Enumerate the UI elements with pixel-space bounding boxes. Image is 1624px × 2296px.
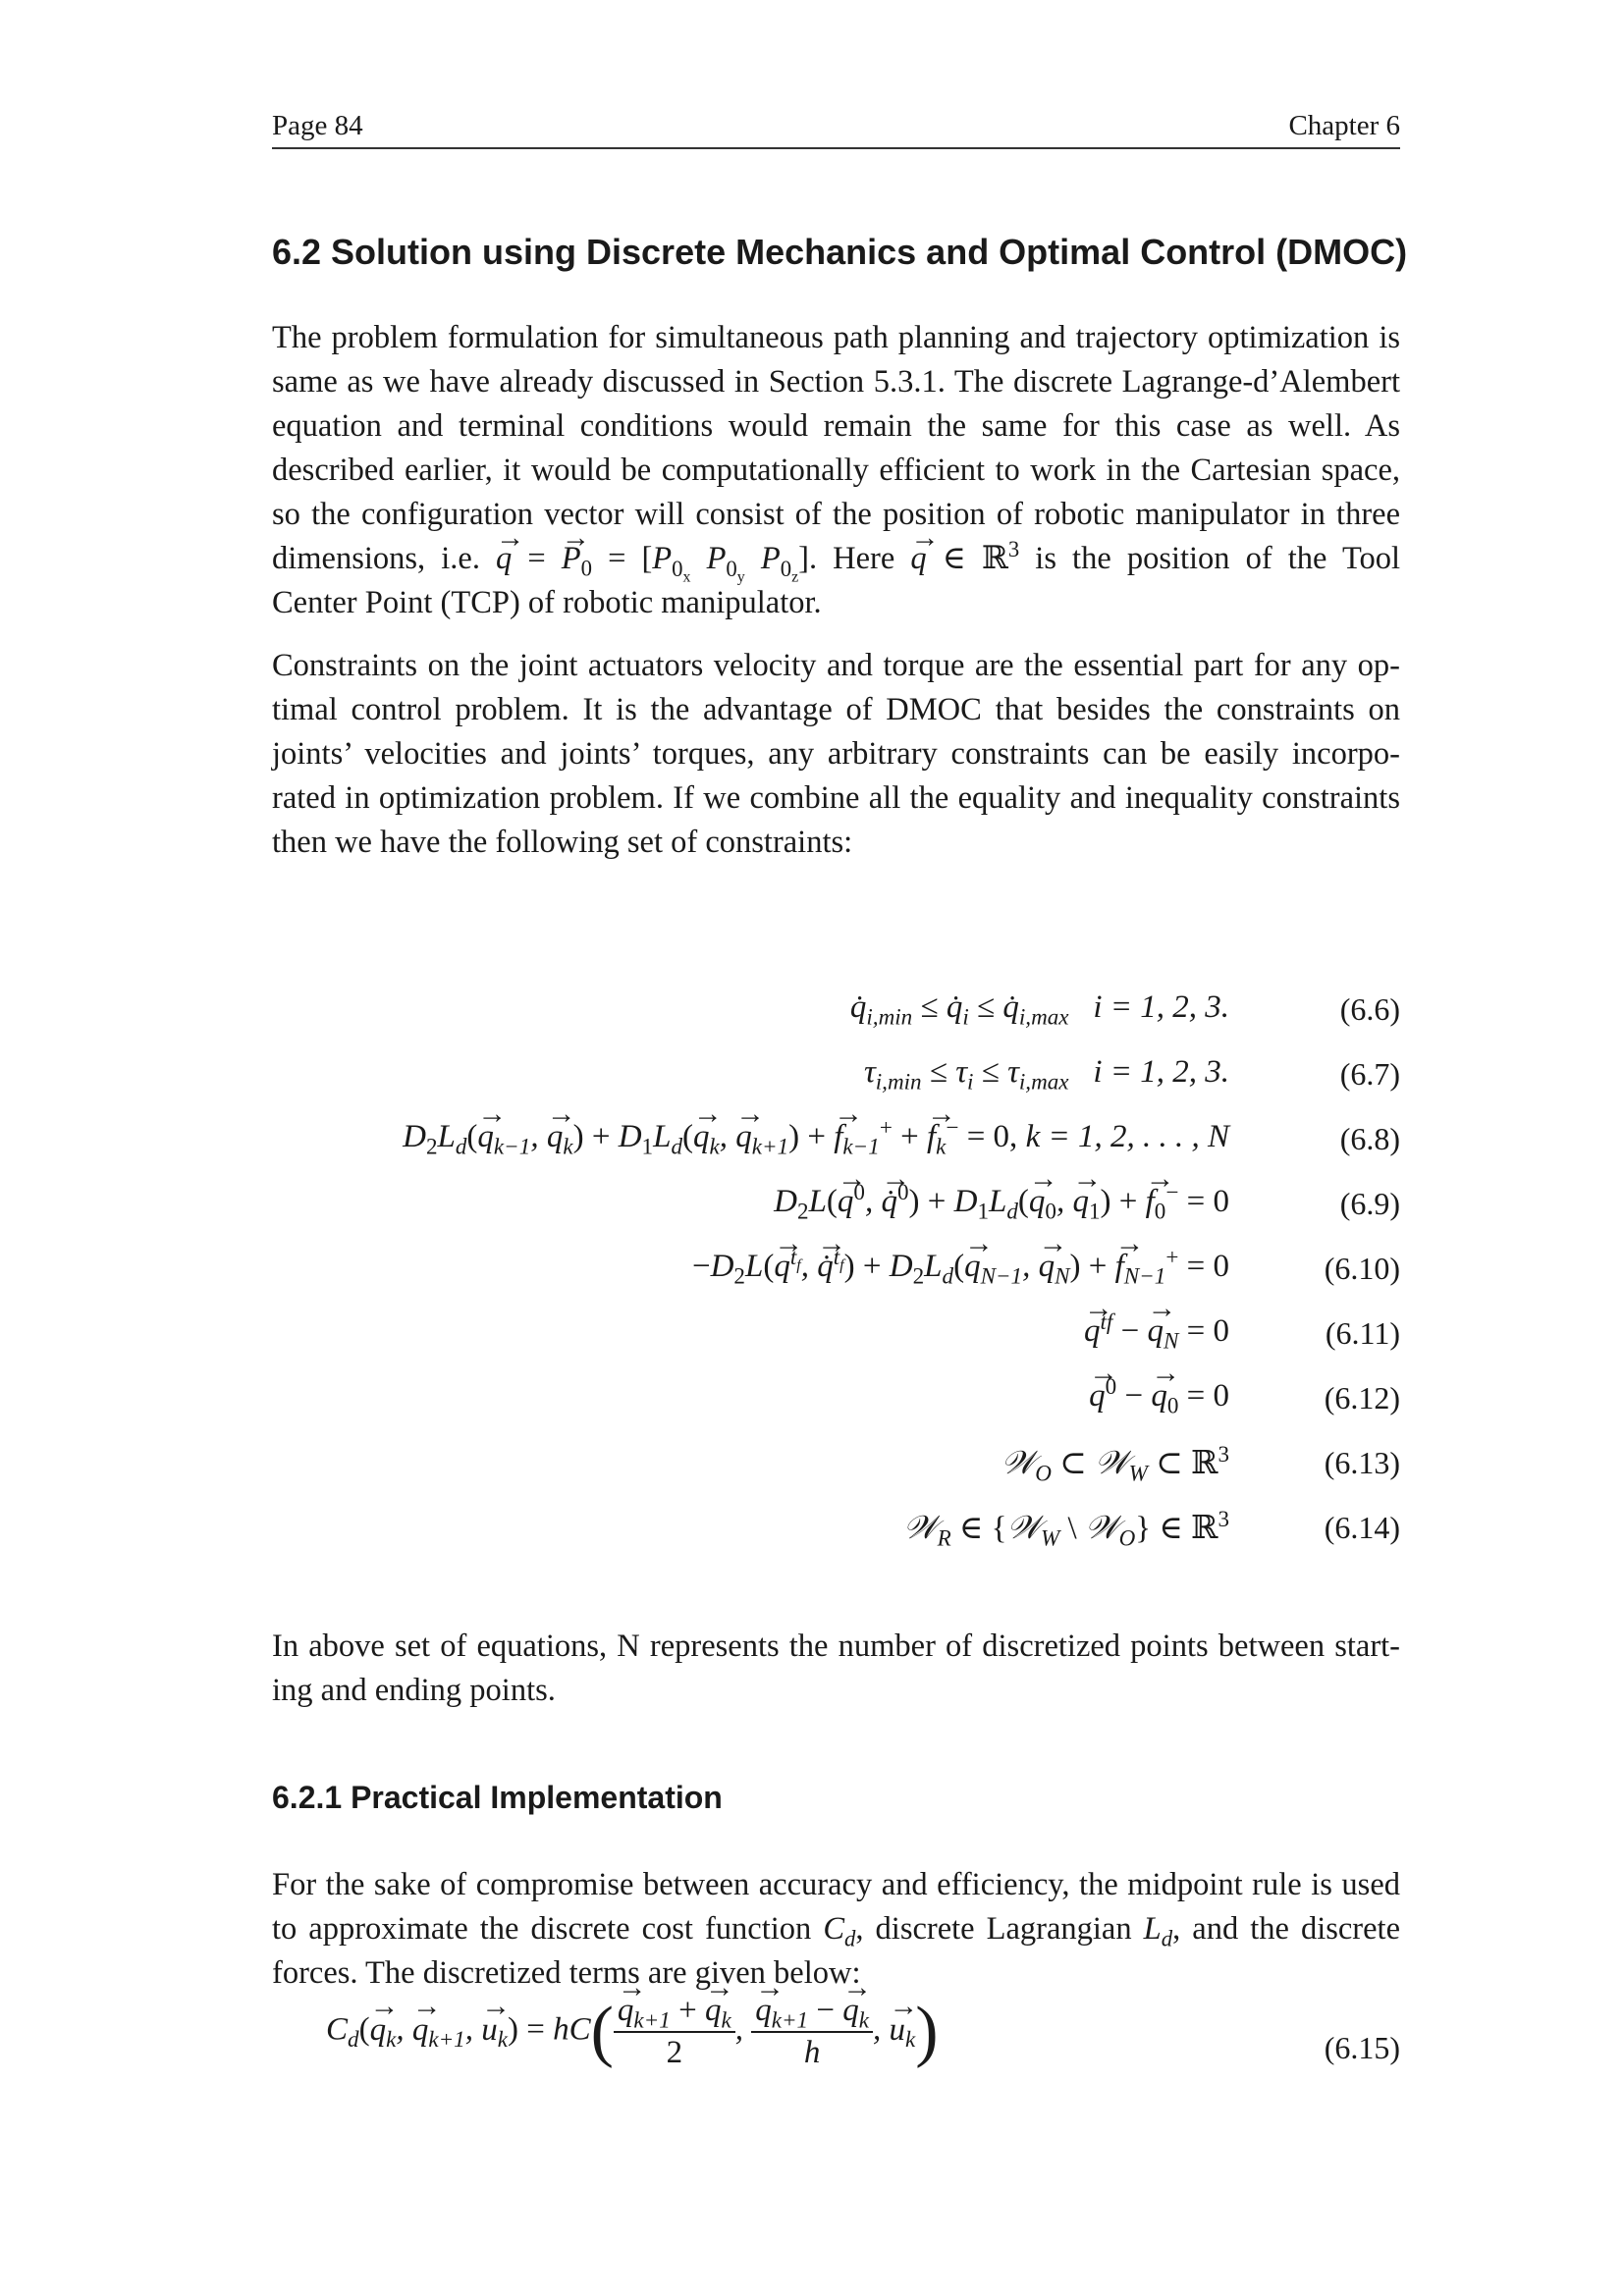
text-line: same as we have already discussed in Section 5.3.1. The discrete Lagrange-d’Alembert [272,364,1400,400]
paragraph-constraints [272,644,1400,865]
equation-number: (6.12) [1324,1380,1400,1415]
equation-number: (6.6) [1339,991,1400,1027]
equation-number: (6.8) [1339,1121,1400,1156]
text-line: Constraints on the joint actuators velocity and torque are the essential part for any op- [272,648,1400,683]
equation-discrete-euler-lagrange: $D_2L_d(\to q_{k-1}$, → $q_k) + D_1L_d(\to q_k$, → $q_{k+1}$) + → $f_{k-1}^+$ + → $f_k^- = 0$, k = 1, 2, . . . , N [403,1119,1229,1155]
text-line: Center Point (TCP) of robotic manipulator. [272,585,822,620]
equation-number: (6.7) [1339,1056,1400,1092]
equation-number: (6.14) [1324,1510,1400,1545]
equation-torque-constraint: $\tau_{i,min} \le \tau_i \le \tau_{i,max}$ i = 1, 2, 3. [863,1054,1229,1095]
equation-initial-position: → $q^0$ − → $q_0 = 0$ [1089,1378,1229,1415]
text-line-discretization: to approximate the discrete cost function $C_d$, discrete Lagrangian $L_d$, and the discrete [272,1911,1401,1951]
text-line: In above set of equations, N represents the number of discretized points between start- [272,1629,1400,1664]
equation-workspace-subset: 𝒲$_O$ ⊂ 𝒲$_W$ ⊂ ℝ$^3$ [1001,1441,1229,1486]
text-line: then we have the following set of constraints: [272,825,853,860]
paragraph-problem-formulation [272,316,1400,625]
equation-terminal-condition: $-D_2L(\to q^{t_f}$, → q̇$^{t_f}$) + $D_2L_d(\to q_{N-1}$, → $q_N$) + → $f_{N-1}^+ = 0$ [692,1249,1229,1285]
equation-final-position: → $q^{tf}$ − → $q_N = 0$ [1084,1313,1229,1350]
equation-number: (6.13) [1324,1445,1400,1480]
equation-discrete-cost: $C_d(\to q_k$, → $q_{k+1}$, → $u_k) = hC$( → $\frac{q_{k+1} + \to q_k}{2}$ , → $\frac{q_{k+1} - \to q_k}{h}$ , → $u_k$) [326,1993,939,2071]
text-line: ing and ending points. [272,1673,556,1708]
equation-number: (6.9) [1339,1186,1400,1221]
header-rule [272,147,1400,149]
text-line: so the configuration vector will consist of the position of robotic manipulator in three [272,497,1400,532]
equation-number: (6.10) [1324,1251,1400,1286]
text-line: timal control problem. It is the advantage of DMOC that besides the constraints on [272,692,1400,727]
equation-number: (6.11) [1325,1315,1400,1351]
equation-velocity-constraint: $q̇_{i,min}$ ≤ $q̇_i$ ≤ $q̇_{i,max}$ i = 1, 2, 3. [849,989,1229,1030]
text-line: described earlier, it would be computationally efficient to work in the Cartesian space, [272,453,1400,488]
section-heading: 6.2 Solution using Discrete Mechanics and Optimal Control (DMOC) [272,232,1408,272]
subsection-heading: 6.2.1 Practical Implementation [272,1780,723,1815]
text-line: rated in optimization problem. If we combine all the equality and inequality constraints [272,780,1400,816]
text-line-config-vector: dimensions, i.e. → q = → $P_0 = [P_{0_x}$ $P_{0_y}$ $P_{0_z}$]. Here → q ∈ ℝ$^3$ is the position of the Tool [272,537,1400,581]
paragraph-midpoint-rule [272,1863,1400,1996]
equation-initial-condition: $D_2L(\to q^0$, → q̇$^0$) + $D_1L_d(\to q_0$, → $q_1$) + → $f_0^- = 0$ [774,1184,1229,1220]
equation-number: (6.15) [1324,2030,1400,2065]
paragraph-equation-note [272,1625,1400,1713]
equation-reachable-workspace: 𝒲$_R$ ∈ {𝒲$_W$ \ 𝒲$_O$} ∈ ℝ$^3$ [902,1506,1229,1551]
text-line: forces. The discretized terms are given below: [272,1955,861,1991]
text-line: The problem formulation for simultaneous path planning and trajectory optimization is [272,320,1400,355]
text-line: equation and terminal conditions would remain the same for this case as well. As [272,408,1400,444]
page-number: Page 84 [272,110,363,141]
chapter-label: Chapter 6 [1288,110,1400,141]
text-line: joints’ velocities and joints’ torques, any arbitrary constraints can be easily incorpo- [272,736,1400,772]
text-line: For the sake of compromise between accuracy and efficiency, the midpoint rule is used [272,1867,1400,1902]
